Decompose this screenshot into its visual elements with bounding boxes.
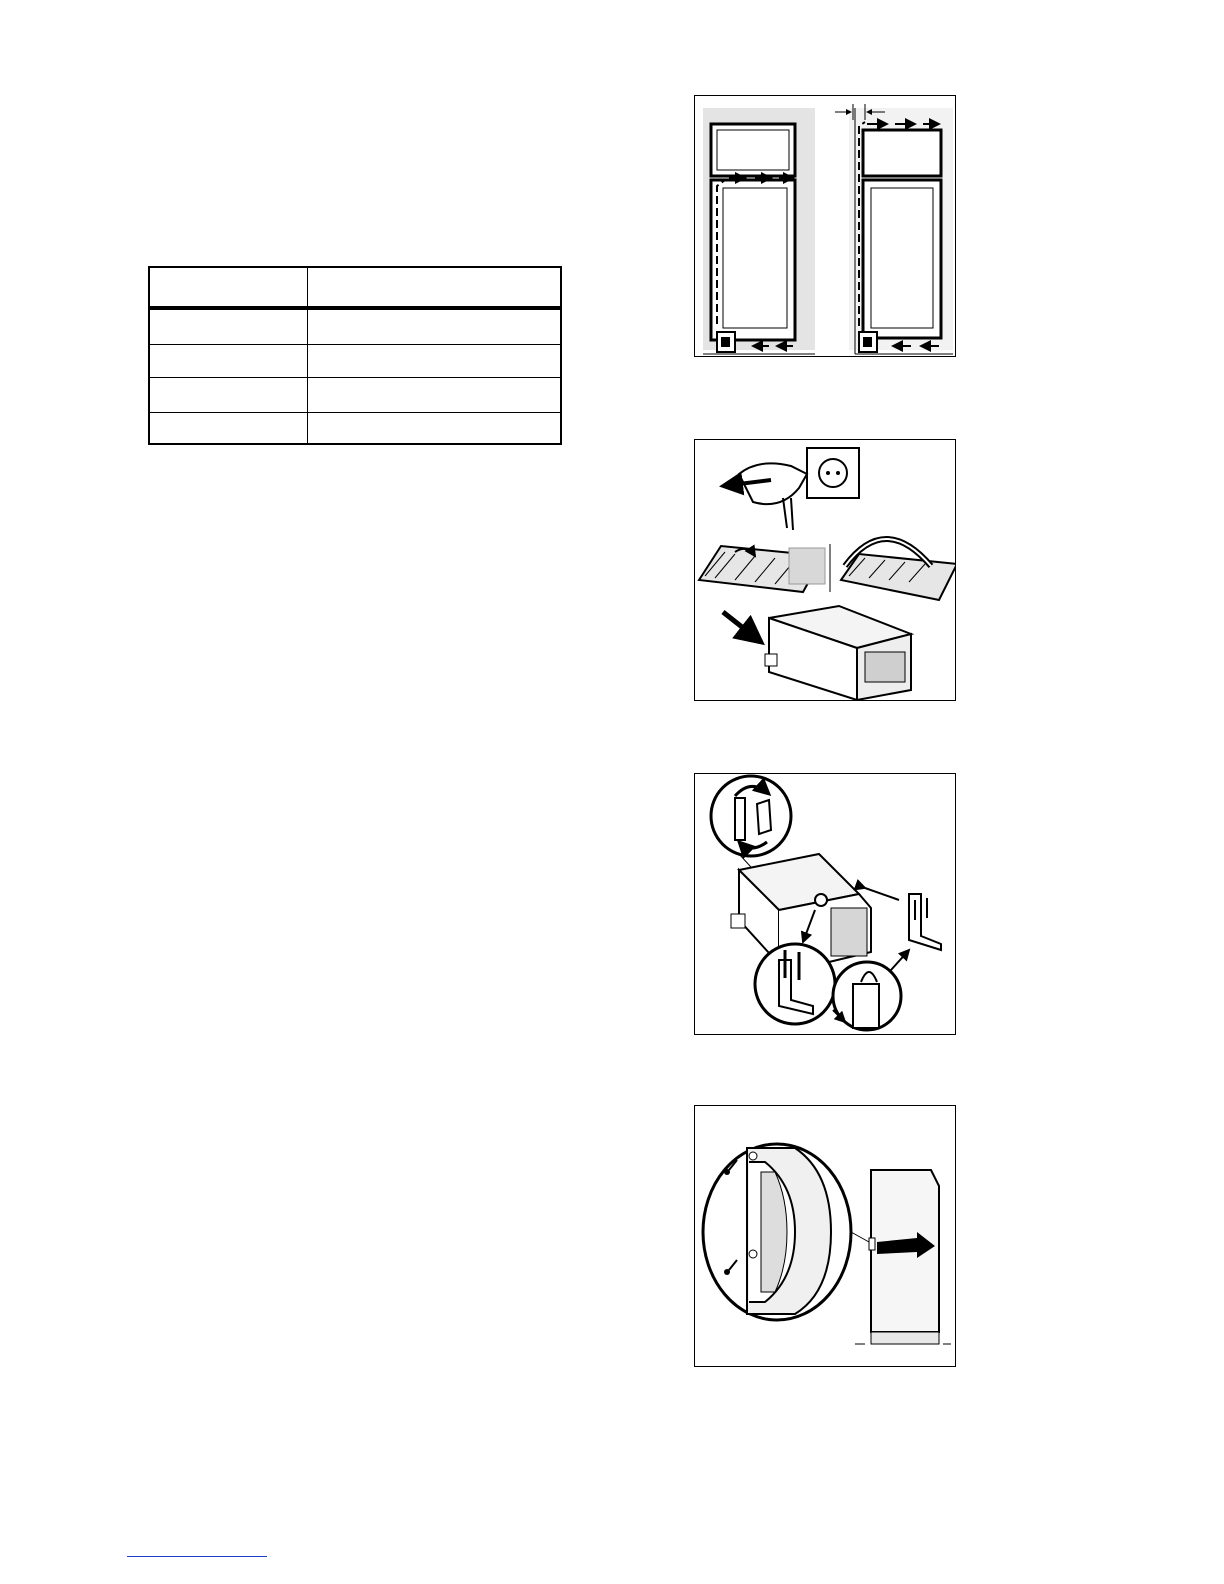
table-header-row — [149, 267, 561, 308]
table-cell — [308, 267, 562, 308]
hinge-swap-icon — [695, 774, 955, 1034]
figure-unplug-remove-grille — [694, 439, 956, 701]
table-cell — [308, 345, 562, 378]
table-row — [149, 345, 561, 378]
figure-door-handle — [694, 1105, 956, 1367]
table-row — [149, 413, 561, 445]
data-table — [148, 266, 562, 445]
table-cell — [308, 308, 562, 345]
table-cell — [149, 308, 308, 345]
table-cell — [308, 413, 562, 445]
table-cell — [149, 345, 308, 378]
table-row — [149, 308, 561, 345]
table-row — [149, 378, 561, 413]
unplug-and-grille-icon — [695, 440, 955, 700]
table-cell — [149, 378, 308, 413]
figure-hinge-reversal — [694, 773, 956, 1035]
footnote-rule — [127, 1556, 267, 1557]
table-cell — [149, 267, 308, 308]
figure-air-circulation — [694, 95, 956, 357]
table-cell — [308, 378, 562, 413]
fridge-freezer-air-flow-icon — [695, 96, 955, 356]
door-handle-icon — [695, 1106, 955, 1366]
table-cell — [149, 413, 308, 445]
